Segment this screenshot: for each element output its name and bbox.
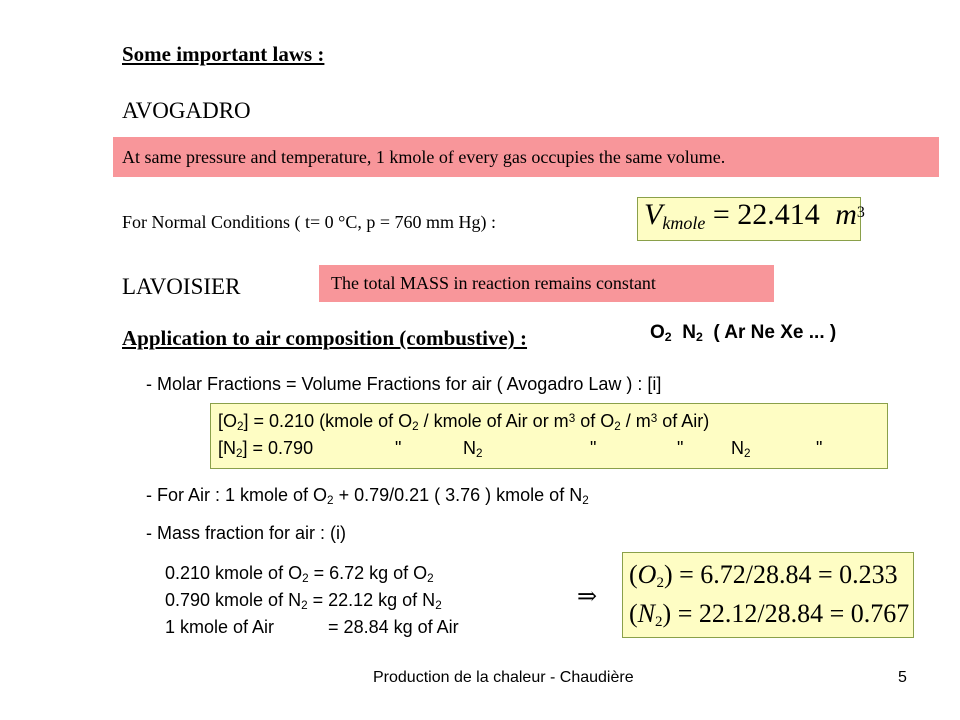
mass-fraction-line: - Mass fraction for air : (i) <box>146 523 347 543</box>
lavoisier-title: LAVOISIER <box>122 274 241 299</box>
footer-title: Production de la chaleur - Chaudière <box>373 669 634 686</box>
for-air-line: - For Air : 1 kmole of $O_2 + 0.79/0.21$ ( 3.76 ) kmole of $N_2$ <box>146 485 589 507</box>
molar-volume-formula <box>637 197 865 241</box>
mass-line-oxygen: 0.210 kmole of $O_2 = 6.72$ kg of $O_2$ <box>165 563 434 585</box>
formula-exp: 3 <box>856 203 865 221</box>
formula-var: V <box>644 198 663 231</box>
section-heading: Some important laws : <box>122 42 325 66</box>
avogadro-statement: At same pressure and temperature, 1 kmole of every gas occupies the same volume. <box>113 137 939 177</box>
implies-arrow: ⇒ <box>577 584 598 610</box>
formula-sub: kmole <box>662 212 706 233</box>
mass-line-air: 1 kmole of Air = 28.84 kg of Air <box>165 617 459 637</box>
mass-fraction-results <box>622 552 914 638</box>
mass-line-nitrogen: 0.790 kmole of $N_2 = 22.12$ kg of $N_2$ <box>165 590 442 612</box>
page-number: 5 <box>898 669 907 686</box>
oxygen-fraction: $[O_2] = 0.210$ (kmole of $O_2$ / kmole of Air or $m^3$ of $O_2 / m^3$ of Air) <box>218 411 710 433</box>
molar-fractions-box <box>210 403 888 469</box>
air-gases: $O_2$ $N_2$ ( Ar Ne Xe ... ) <box>650 322 837 345</box>
application-title: Application to air composition (combustive) : <box>122 326 528 350</box>
nitrogen-mass-fraction: $(N_2) = 22.12/28.84 = 0.767$ <box>629 599 910 630</box>
normal-conditions-text: For Normal Conditions ( t= 0 °C, p = 760 mm Hg) : <box>122 212 497 232</box>
molar-fractions-line: - Molar Fractions = Volume Fractions for air ( Avogadro Law ) : [i] <box>146 374 662 394</box>
lavoisier-statement: The total MASS in reaction remains constant <box>319 265 774 302</box>
formula-unit: m <box>835 198 857 231</box>
formula-value: = 22.414 <box>712 198 820 231</box>
oxygen-mass-fraction: $(O_2) = 6.72/28.84 = 0.233$ <box>629 560 898 591</box>
avogadro-title: AVOGADRO <box>122 98 251 123</box>
nitrogen-fraction: $[N_2] = 0.790$ " $N_2$ " " $N_2$ " <box>218 438 823 460</box>
